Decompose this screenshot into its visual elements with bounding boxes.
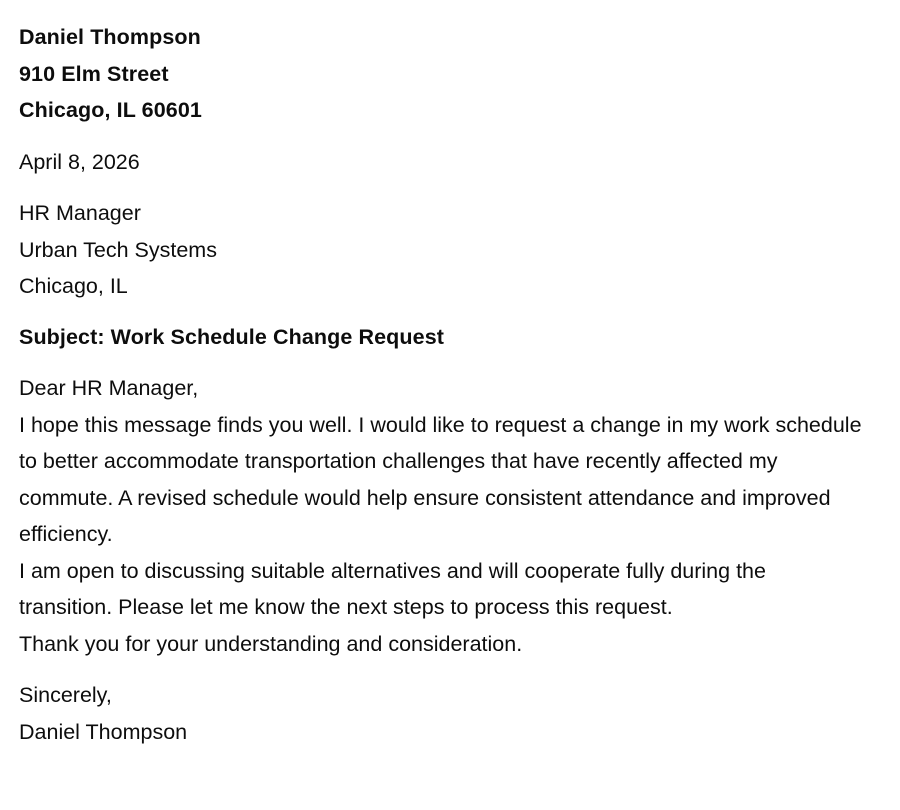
letter-date-block (19, 144, 881, 181)
signature-name: Daniel Thompson (19, 719, 188, 744)
recipient-address-block (19, 195, 881, 305)
subject-line-block (19, 319, 881, 356)
recipient-company: Urban Tech Systems (19, 237, 217, 262)
body-paragraph-1: I hope this message finds you well. I would like to request a change in my work schedule to better accommodate transportation challenges that have recently affected my commute. A revised schedule would help ensure consistent attendance and improved efficiency. (19, 412, 862, 546)
recipient-title: HR Manager (19, 201, 141, 225)
body-paragraph-2: I am open to discussing suitable alternatives and will cooperate fully during the transition. Please let me know the next steps to process this request. (19, 558, 766, 619)
body-paragraph-3: Thank you for your understanding and consideration. (19, 631, 523, 656)
letter-date: April 8, 2026 (19, 149, 140, 174)
sender-address-block (19, 19, 881, 129)
subject-line: Subject: Work Schedule Change Request (19, 324, 445, 349)
recipient-city-state: Chicago, IL (19, 274, 128, 298)
salutation: Dear HR Manager, (19, 376, 199, 400)
closing-salutation: Sincerely, (19, 683, 112, 707)
sender-name: Daniel Thompson (19, 25, 201, 49)
salutation-block (19, 370, 881, 407)
closing-block (19, 677, 881, 750)
sender-street: 910 Elm Street (19, 61, 169, 86)
sender-city-state-zip: Chicago, IL 60601 (19, 98, 202, 122)
